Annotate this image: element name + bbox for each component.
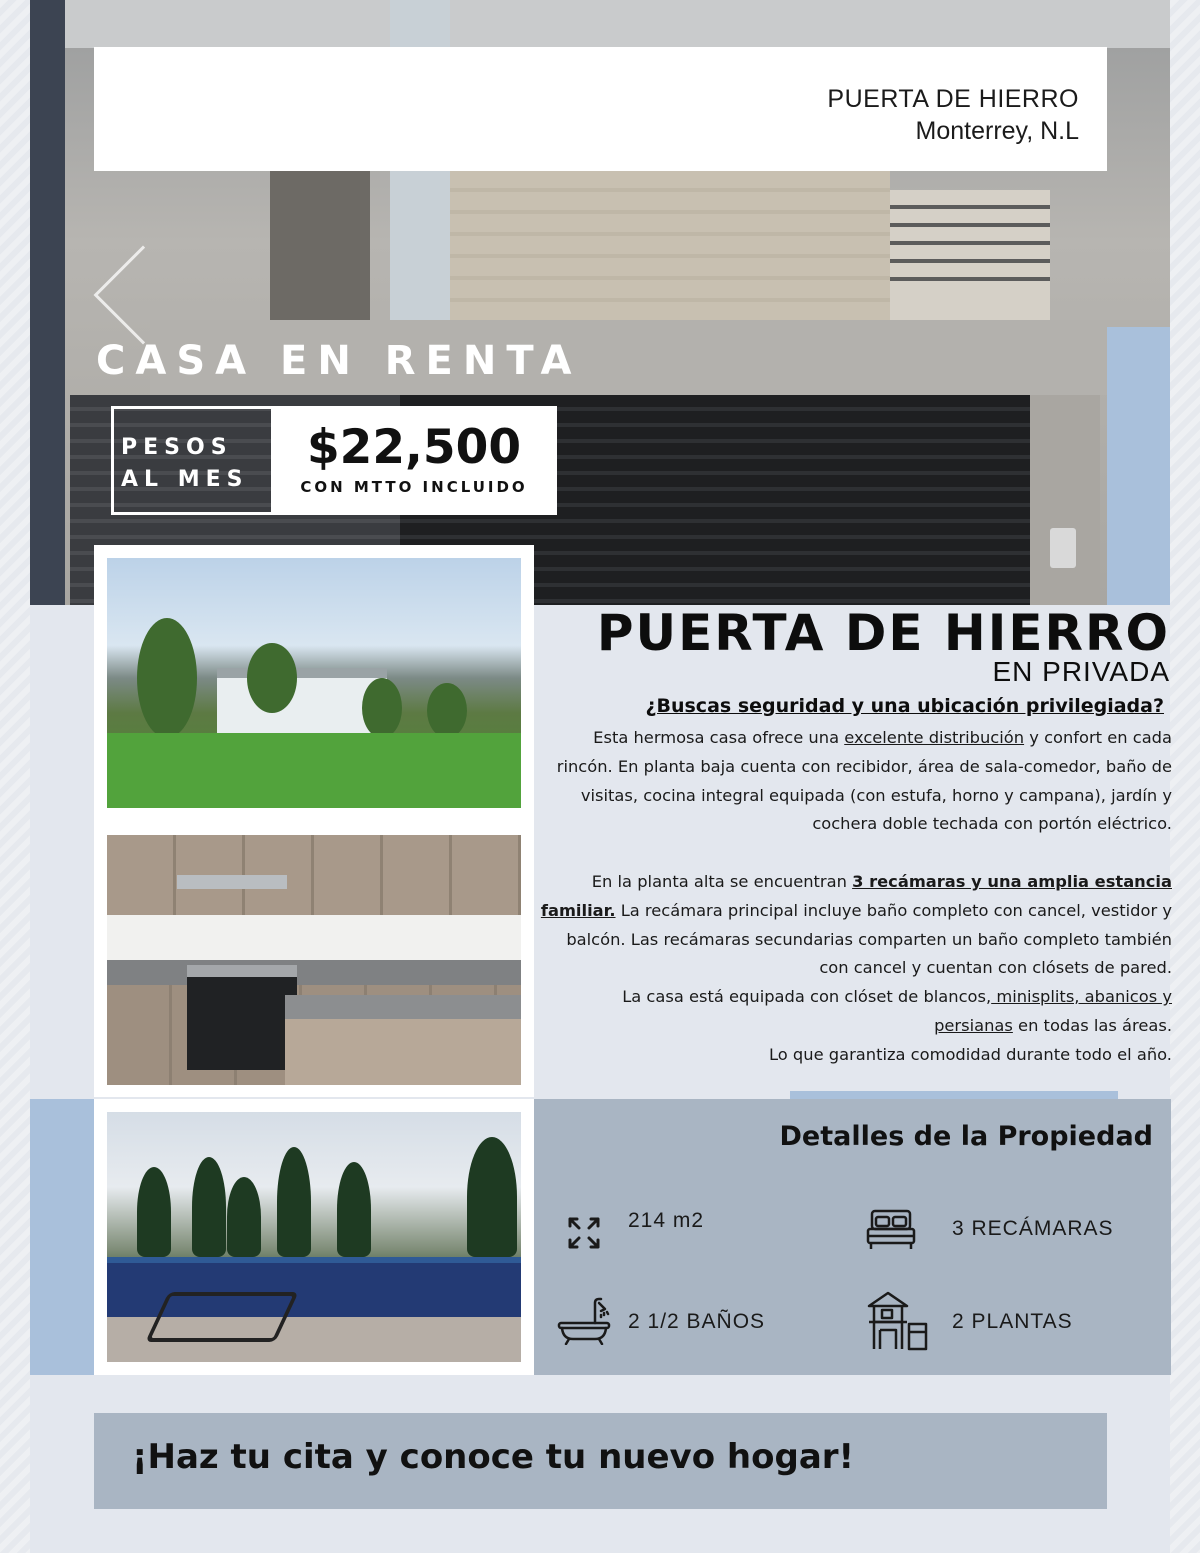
price-unit: [121, 432, 248, 496]
headline-casa-en-renta: CASA EN RENTA: [96, 338, 582, 384]
detail-bedrooms: 3 RECÁMARAS: [952, 1217, 1114, 1240]
photo-pool: [107, 1112, 521, 1362]
price-note: CON MTTO INCLUIDO: [300, 478, 528, 496]
expand-arrows-icon: [566, 1215, 602, 1255]
listing-subtitle: EN PRIVADA: [992, 656, 1170, 687]
location-city: Monterrey, N.L: [915, 117, 1079, 145]
p1-text-a: Esta hermosa casa ofrece una: [593, 728, 845, 747]
location-box: [94, 47, 1107, 171]
p2-text-b: La recámara principal incluye baño completo con cancel, vestidor y balcón. Las recámaras secundarias comparten un baño completo también con cancel y cuentan con clósets de pared.: [566, 900, 1172, 978]
description-paragraph-3: [540, 983, 1172, 1041]
photo-garden: [107, 558, 521, 808]
p2-text-a: En la planta alta se encuentran: [591, 871, 853, 891]
cta-text: ¡Haz tu cita y conoce tu nuevo hogar!: [132, 1437, 855, 1477]
detail-area: 214 m2: [628, 1209, 705, 1232]
accent-bar-left: [30, 1099, 94, 1375]
p3-text-a: La casa está equipada con clóset de blancos,: [622, 987, 992, 1007]
price-amount: $22,500: [306, 420, 522, 475]
p3-underline: minisplits, abanicos y persianas: [934, 987, 1172, 1035]
listing-description: [540, 724, 1172, 1070]
accent-bar-right: [1107, 327, 1170, 605]
price-unit-line1: PESOS: [121, 435, 233, 460]
description-paragraph-1: [540, 724, 1172, 839]
price-unit-line2: AL MES: [121, 467, 249, 492]
p1-underline: excelente distribución: [844, 728, 1025, 747]
photo-kitchen: [107, 835, 521, 1085]
cta-banner: [94, 1413, 1107, 1509]
detail-bathrooms: 2 1/2 BAÑOS: [628, 1310, 766, 1333]
detail-floors: 2 PLANTAS: [952, 1310, 1073, 1333]
listing-question: ¿Buscas seguridad y una ubicación privilegiada?: [645, 695, 1164, 717]
house-floors-icon: [866, 1290, 928, 1356]
description-paragraph-2: [540, 868, 1172, 983]
p2-bold: 3 recámaras y una amplia estancia familiar.: [540, 871, 1172, 920]
p3-text-b: en todas las áreas.: [1012, 1015, 1172, 1035]
listing-title: PUERTA DE HIERRO: [596, 604, 1170, 662]
bathtub-icon: [557, 1297, 611, 1349]
p1-text-b: y confort en cada rincón. En planta baja cuenta con recibidor, área de sala-comedor, baño de visitas, cocina integral equipada (con estufa, horno y campana), jardín y cochera doble techada con portón eléctrico.: [556, 728, 1172, 834]
location-name: PUERTA DE HIERRO: [827, 85, 1079, 113]
description-paragraph-4: Lo que garantiza comodidad durante todo el año.: [769, 1044, 1172, 1064]
price-box: [271, 406, 557, 515]
details-title: Detalles de la Propiedad: [779, 1121, 1153, 1152]
bed-icon: [866, 1208, 916, 1256]
